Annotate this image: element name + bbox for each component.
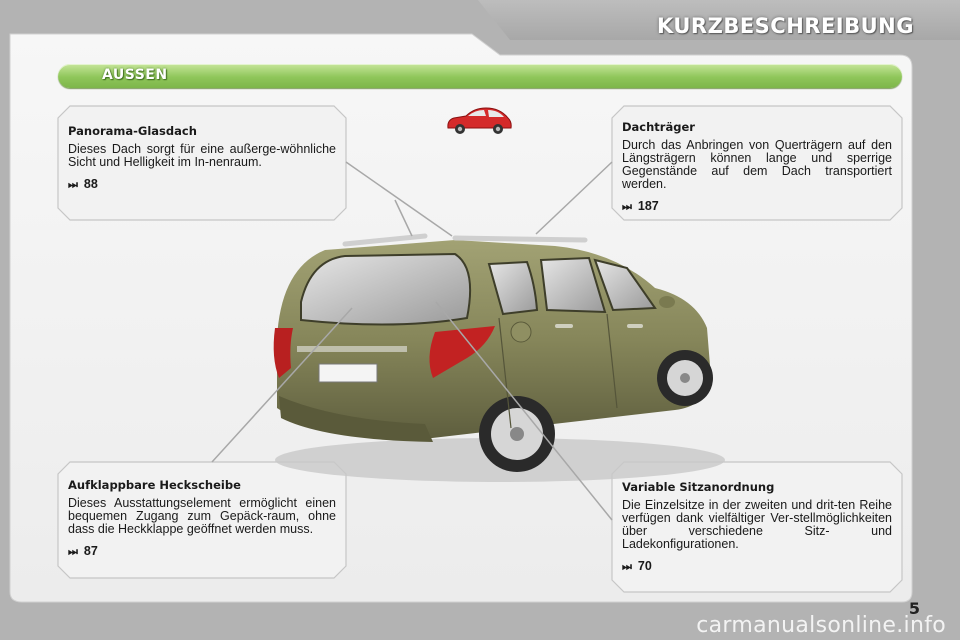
callout-panorama-glasdach bbox=[58, 114, 346, 192]
page-reference-number: 187 bbox=[637, 199, 659, 213]
callout-dachtraeger bbox=[612, 110, 902, 214]
section-title: AUSSEN bbox=[102, 67, 168, 83]
leader-line-panorama bbox=[346, 162, 452, 236]
callout-title: Panorama-Glasdach bbox=[68, 124, 197, 138]
page-reference-number: 88 bbox=[83, 177, 98, 191]
leader-line-heckscheibe bbox=[212, 308, 352, 462]
fast-forward-arrow-icon: ⏭ bbox=[622, 201, 632, 213]
page-reference[interactable] bbox=[622, 559, 892, 574]
callout-title: Dachträger bbox=[622, 120, 695, 134]
callout-text: Durch das Anbringen von Querträgern auf den Längsträgern können lange und sperrige Gegenstände auf dem Dach transportiert werden. bbox=[622, 138, 892, 191]
fast-forward-arrow-icon: ⏭ bbox=[68, 546, 78, 558]
page-reference[interactable] bbox=[622, 199, 892, 214]
callout-text: Die Einzelsitze in der zweiten und drit-ten Reihe verfügen dank vielfältiger Ver-stellmöglichkeiten über verschiedene Sitz- und Ladekonfigurationen. bbox=[622, 498, 892, 551]
page-reference[interactable] bbox=[68, 177, 336, 192]
leader-line-dachtraeger bbox=[536, 162, 612, 234]
callout-aufklappbare-heckscheibe bbox=[58, 468, 346, 559]
page-title: KURZBESCHREIBUNG bbox=[656, 14, 914, 38]
callout-title: Aufklappbare Heckscheibe bbox=[68, 478, 241, 492]
fast-forward-arrow-icon: ⏭ bbox=[622, 561, 632, 573]
page-reference-number: 87 bbox=[83, 544, 98, 558]
callout-title: Variable Sitzanordnung bbox=[622, 480, 775, 494]
page-reference-number: 70 bbox=[637, 559, 652, 573]
watermark-text: carmanualsonline.info bbox=[696, 613, 946, 638]
callout-text: Dieses Dach sorgt für eine außerge-wöhnliche Sicht und Helligkeit im In-nenraum. bbox=[68, 142, 336, 169]
callout-text: Dieses Ausstattungselement ermöglicht einen bequemen Zugang zum Gepäck-raum, ohne dass die Heckklappe geöffnet werden muss. bbox=[68, 496, 336, 536]
page-number: 5 bbox=[908, 599, 920, 618]
leader-line-sitzanordnung bbox=[436, 302, 612, 520]
callout-variable-sitzanordnung bbox=[612, 470, 902, 574]
page-reference[interactable] bbox=[68, 544, 336, 559]
fast-forward-arrow-icon: ⏭ bbox=[68, 179, 78, 191]
